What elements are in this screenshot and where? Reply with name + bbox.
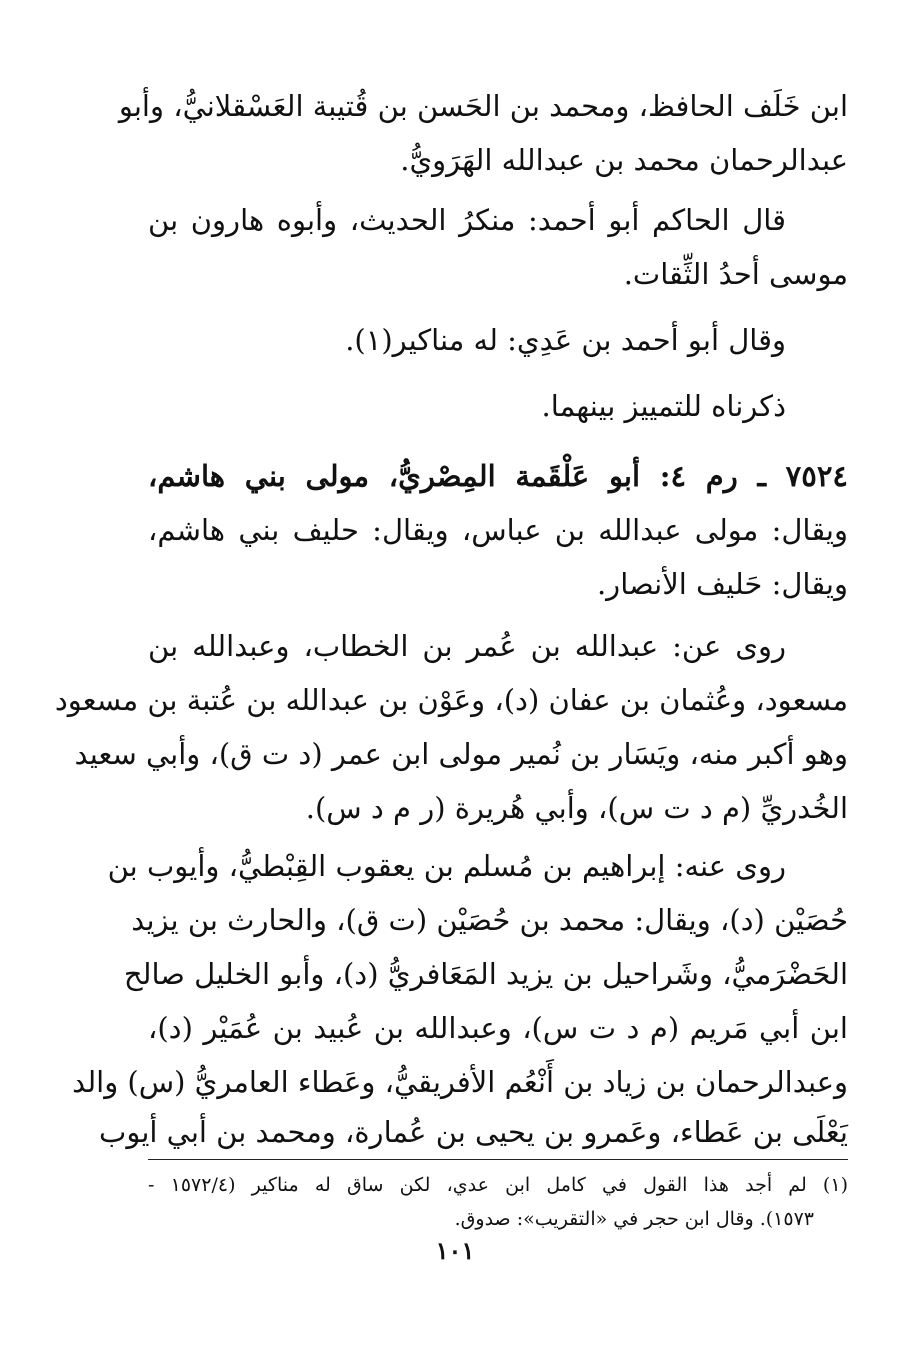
text-line: ابن أبي مَريم (م د ت س)، وعبدالله بن عُبيد بن عُمَيْر (د)،: [148, 1011, 848, 1045]
text-line: روى عنه: إبراهيم بن مُسلم بن يعقوب القِبْطيُّ، وأيوب بن: [107, 849, 786, 883]
text-line: وعبدالرحمان بن زياد بن أَنْعُم الأفريقيُّ، وعَطاء العامريُّ (س) والد: [72, 1065, 848, 1099]
text-line: ويقال: مولى عبدالله بن عباس، ويقال: حليف بني هاشم،: [148, 513, 848, 547]
text-line: يَعْلَى بن عَطاء، وعَمرو بن يحيى بن عُمارة، ومحمد بن أبي أيوب: [99, 1115, 848, 1149]
text-line: موسى أحدُ الثِّقات.: [623, 257, 848, 291]
text-line: وقال أبو أحمد بن عَدِي: له مناكير(١).: [345, 323, 786, 357]
text-line: الخُدريِّ (م د ت س)، وأبي هُريرة (ر م د س).: [305, 791, 848, 825]
text-line: روى عن: عبدالله بن عُمر بن الخطاب، وعبدالله بن: [148, 629, 786, 663]
page-number: ١٠١: [435, 1236, 475, 1265]
footnote-line: ١٥٧٣). وقال ابن حجر في «التقريب»: صدوق.: [454, 1208, 814, 1230]
entry-heading-line: ٧٥٢٤ ـ رم ٤: أبو عَلْقَمة المِصْريُّ، مولى بني هاشم،: [148, 459, 848, 493]
text-line: ذكرناه للتمييز بينهما.: [541, 389, 786, 423]
text-line: ابن خَلَف الحافظ، ومحمد بن الحَسن بن قُتيبة العَسْقلانيُّ، وأبو: [118, 89, 848, 123]
text-line: قال الحاكم أبو أحمد: منكرُ الحديث، وأبوه هارون بن: [148, 203, 786, 237]
text-line: عبدالرحمان محمد بن عبدالله الهَرَويُّ.: [400, 143, 848, 177]
footnote-separator: [148, 1159, 848, 1160]
text-line: ويقال: حَليف الأنصار.: [596, 567, 848, 601]
text-line: وهو أكبر منه، ويَسَار بن نُمير مولى ابن عمر (د ت ق)، وأبي سعيد: [74, 737, 848, 771]
text-line: حُصَيْن (د)، ويقال: محمد بن حُصَيْن (ت ق)، والحارث بن يزيد: [131, 903, 848, 937]
footnote-line: (١) لم أجد هذا القول في كامل ابن عدي، لكن ساق له مناكير (١٥٧٢/٤ -: [148, 1174, 848, 1196]
text-line: الحَضْرَميُّ، وشَراحيل بن يزيد المَعَافريُّ (د)، وأبو الخليل صالح: [123, 957, 848, 991]
text-line: مسعود، وعُثمان بن عفان (د)، وعَوْن بن عبدالله بن عُتبة بن مسعود: [54, 683, 848, 717]
